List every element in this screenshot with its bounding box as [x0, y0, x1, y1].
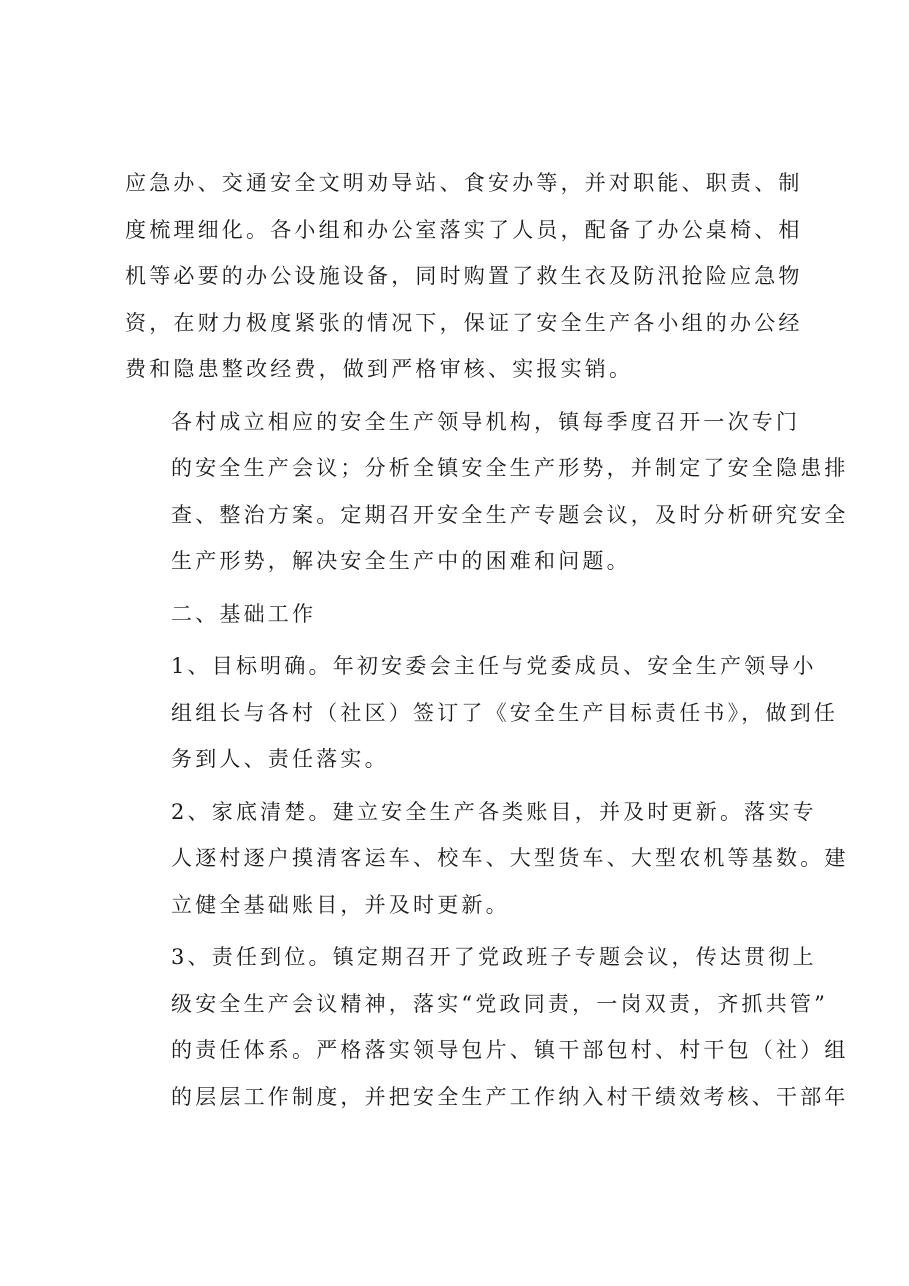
text-line: 费和隐患整改经费，做到严格审核、实报实销。: [125, 357, 634, 381]
text-line: 应急办、交通安全文明劝导站、食安办等，并对职能、职责、制: [125, 171, 803, 195]
paragraph-2: [125, 399, 849, 585]
text-line: 机等必要的办公设施设备，同时购置了救生衣及防汛抢险应急物: [125, 264, 803, 288]
paragraph-goal: [125, 643, 839, 783]
paragraph-inventory: [125, 789, 849, 929]
text-line: 各村成立相应的安全生产领导机构，镇每季度召开一次专门: [171, 409, 801, 434]
text-line: 人逐村逐户摸清客运车、校车、大型货车、大型农机等基数。建: [171, 846, 849, 870]
section-heading-text: 二、基础工作: [171, 601, 317, 626]
text-line: 务到人、责任落实。: [171, 747, 389, 771]
text-line: 生产形势，解决安全生产中的困难和问题。: [171, 549, 631, 573]
text-line: 度梳理细化。各小组和办公室落实了人员，配备了办公桌椅、相: [125, 217, 803, 242]
text-line: 查、整治方案。定期召开安全生产专题会议，及时分析研究安全: [171, 502, 849, 527]
text-line: 的层层工作制度，并把安全生产工作纳入村干绩效考核、干部年: [171, 1084, 849, 1109]
text-line: 的责任体系。严格落实领导包片、镇干部包村、村干包（社）组: [171, 1038, 849, 1062]
text-line: 1、目标明确。年初安委会主任与党委成员、安全生产领导小: [171, 654, 817, 678]
document-body: [125, 160, 849, 1126]
section-heading: [125, 591, 795, 638]
text-line: 立健全基础账目，并及时更新。: [171, 892, 510, 917]
text-line: 3、责任到位。镇定期召开了党政班子专题会议，传达贯彻上: [171, 945, 817, 969]
text-line: 级安全生产会议精神，落实“党政同责，一岗双责，齐抓共管”: [171, 991, 829, 1016]
text-line: 资，在财力极度紧张的情况下，保证了安全生产各小组的办公经: [125, 310, 803, 335]
text-line: 2、家底清楚。建立安全生产各类账目，并及时更新。落实专: [171, 799, 817, 824]
text-line: 组组长与各村（社区）签订了《安全生产目标责任书》，做到任: [171, 700, 839, 725]
text-line: 的安全生产会议；分析全镇安全生产形势，并制定了安全隐患排: [171, 456, 849, 480]
paragraph-1: [125, 160, 803, 393]
paragraph-responsibility: [125, 934, 849, 1120]
